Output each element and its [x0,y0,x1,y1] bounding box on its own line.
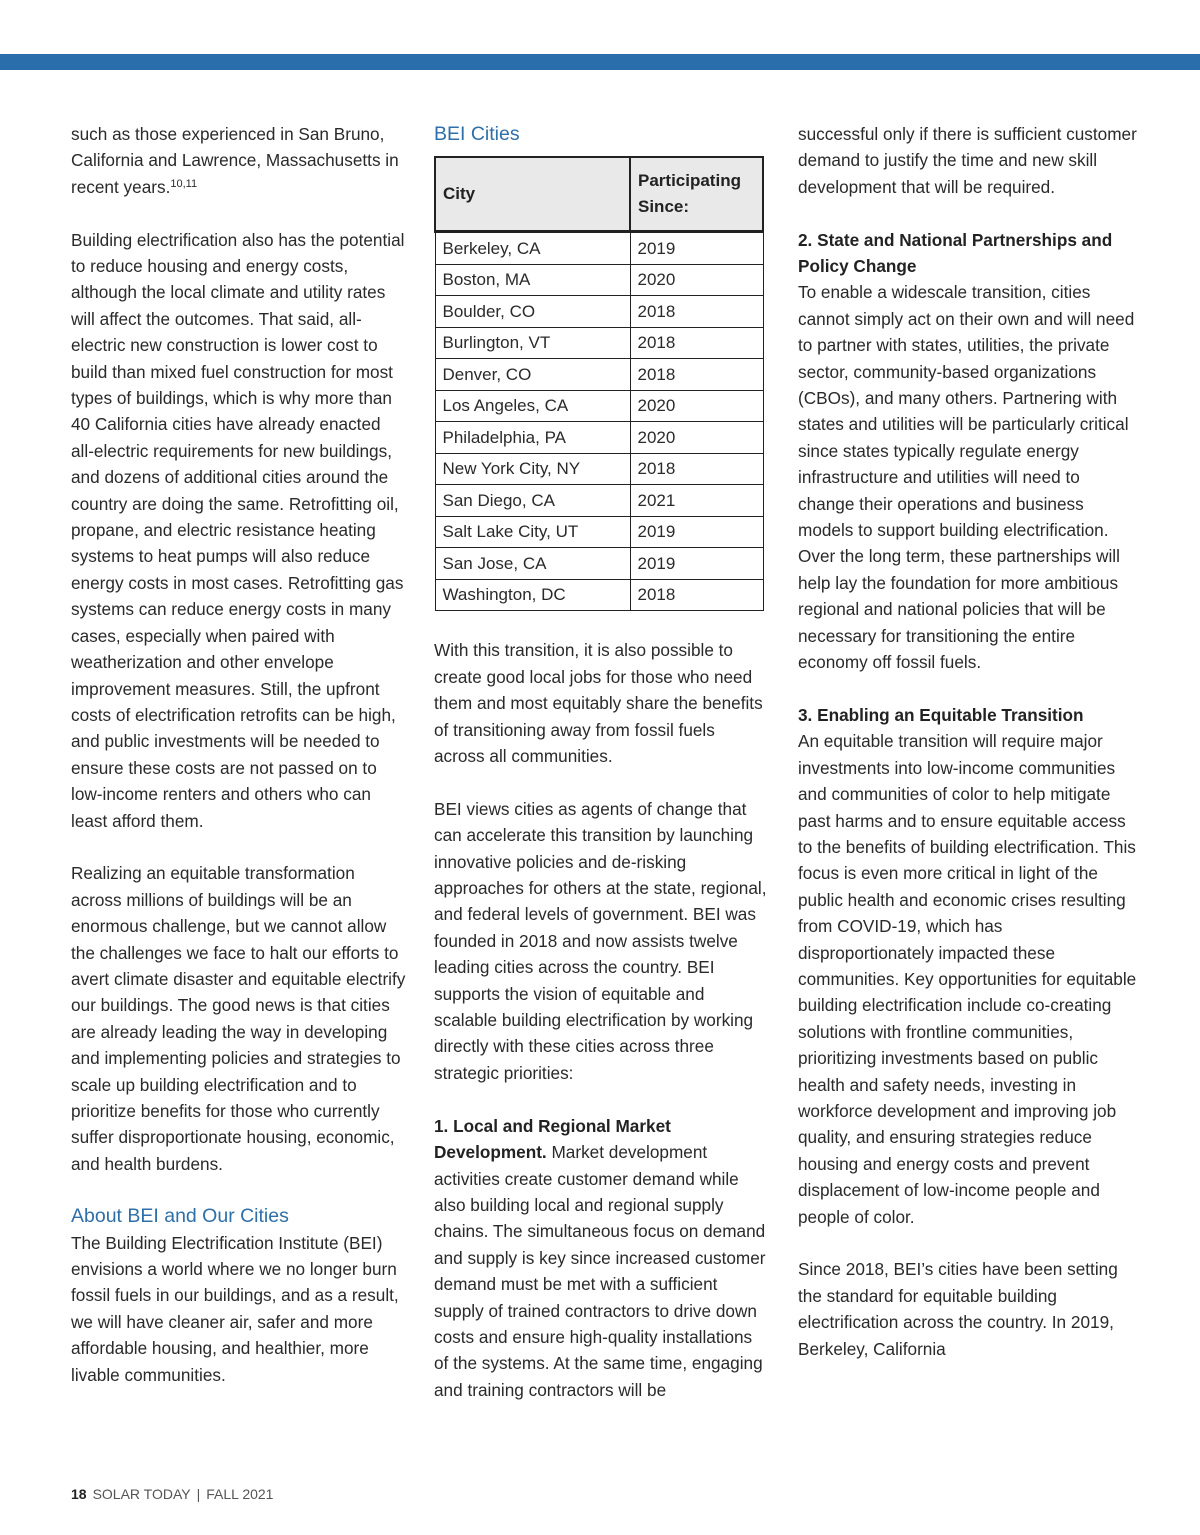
year-cell: 2020 [630,390,763,422]
year-cell: 2021 [630,485,763,517]
paragraph [434,1113,769,1403]
city-cell: San Jose, CA [435,548,630,580]
city-cell: Berkeley, CA [435,232,630,265]
right-column [798,121,1138,1362]
footnote-reference: 10,11 [170,177,198,190]
year-cell: 2020 [630,422,763,454]
city-cell: Salt Lake City, UT [435,516,630,548]
year-cell: 2019 [630,548,763,580]
paragraph: With this transition, it is also possible to create good local jobs for those who need them and most equitably share the benefits of transitioning away from fossil fuels across all communities. [434,640,763,767]
header-accent-band [0,54,1200,70]
paragraph: An equitable transition will require major investments into low-income communities and communities of color to help mitigate past harms and to ensure equitable access to the benefits of building electrification. This focus is even more critical in light of the public health and economic crises resulting from COVID-19, which has disproportionately impacted these communities. Key opportunities for equitable building electrification include co-creating solutions with frontline communities, prioritizing investments based on public health and safety needs, investing in workforce development and improving job quality, and ensuring strategies reduce housing and energy costs and prevent displacement of low-income people and people of color. [798,731,1137,1227]
table-row [435,296,763,328]
paragraph: Realizing an equitable transformation across millions of buildings will be an enormous challenge, but we cannot allow the challenges we face to halt our efforts to avert climate disaster and equitable electrify our buildings. The good news is that cities are already leading the way in developing and implementing policies and strategies to scale up building electrification and to prioritize benefits for those who currently suffer disproportionate housing, economic, and health burdens. [71,863,406,1174]
footer-separator: | [196,1486,201,1502]
table-row [435,359,763,391]
table-row [435,264,763,296]
year-cell: 2018 [630,453,763,485]
page-footer [71,1484,273,1504]
year-cell: 2018 [630,296,763,328]
city-cell: San Diego, CA [435,485,630,517]
city-cell: Boulder, CO [435,296,630,328]
table-row [435,422,763,454]
city-cell: Los Angeles, CA [435,390,630,422]
issue-label: FALL 2021 [206,1486,274,1502]
table-row [435,453,763,485]
table-row [435,516,763,548]
year-cell: 2019 [630,232,763,265]
column-header-participating-since: Participating Since: [630,157,763,232]
table-title: BEI Cities [434,123,520,145]
left-column [71,121,406,1388]
priority-heading: 2. State and National Partnerships and Policy Change [798,229,1113,277]
paragraph: Since 2018, BEI’s cities have been setting the standard for equitable building electrification across the country. In 2019, Berkeley, California [798,1259,1118,1359]
paragraph: To enable a widescale transition, cities cannot simply act on their own and will need to partner with states, utilities, the private sector, community-based organizations (CBOs), and many others. Partnering with states and utilities will be particularly critical since states typically regulate energy infrastructure and utilities will need to change their operations and business models to support building electrification. Over the long term, these partnerships will help lay the foundation for more ambitious regional and national policies that will be necessary for transitioning the entire economy off fossil fuels. [798,282,1135,673]
paragraph: Building electrification also has the potential to reduce housing and energy costs, although the local climate and utility rates will affect the outcomes. That said, all-electric new construction is lower cost to build than mixed fuel construction for most types of buildings, which is why more than 40 California cities have already enacted all-electric requirements for new buildings, and dozens of additional cities around the country are doing the same. Retrofitting oil, propane, and electric resistance heating systems to heat pumps will also reduce energy costs in most cases. Retrofitting gas systems can reduce energy costs in many cases, especially when paired with weatherization and other envelope improvement measures. Still, the upfront costs of electrification retrofits can be high, and public investments will be needed to ensure these costs are not passed on to low-income renters and others who can least afford them. [71,229,405,831]
table-row [435,390,763,422]
city-cell: Philadelphia, PA [435,422,630,454]
city-cell: Washington, DC [435,579,630,611]
section-heading-about: About BEI and Our Cities [71,1205,289,1228]
table-row [435,579,763,611]
table-row [435,485,763,517]
table-header-row [435,157,763,232]
publication-name: SOLAR TODAY [92,1486,191,1502]
bei-cities-table [434,156,764,611]
paragraph-text: Market development activities create customer demand while also building local and regional supply chains. The simultaneous focus on demand and supply is key since increased customer demand must be met with a sufficient supply of trained contractors to drive down costs and ensure high-quality installations of the systems. At the same time, engaging and training contractors will be [434,1142,766,1400]
table-row [435,327,763,359]
year-cell: 2020 [630,264,763,296]
paragraph-text: such as those experienced in San Bruno, California and Lawrence, Massachusetts in recent years. [71,124,399,197]
middle-column [434,121,769,1403]
priority-heading: 3. Enabling an Equitable Transition [798,704,1084,725]
year-cell: 2018 [630,359,763,391]
paragraph [71,121,406,200]
table-row [435,232,763,265]
paragraph: The Building Electrification Institute (BEI) envisions a world where we no longer burn fossil fuels in our buildings, and as a result, we will have cleaner air, safer and more affordable housing, and healthier, more livable communities. [71,1232,399,1385]
city-cell: Boston, MA [435,264,630,296]
page-number: 18 [71,1486,87,1502]
year-cell: 2018 [630,579,763,611]
city-cell: New York City, NY [435,453,630,485]
city-cell: Burlington, VT [435,327,630,359]
table-row [435,548,763,580]
paragraph: BEI views cities as agents of change that can accelerate this transition by launching innovative policies and de-risking approaches for others at the state, regional, and federal levels of government. BEI was founded in 2018 and now assists twelve leading cities across the country. BEI supports the vision of equitable and scalable building electrification by working directly with these cities across three strategic priorities: [434,798,767,1083]
year-cell: 2018 [630,327,763,359]
city-cell: Denver, CO [435,359,630,391]
column-header-city: City [435,157,630,232]
year-cell: 2019 [630,516,763,548]
priority-heading: 1. Local and Regional Market Development. [434,1115,671,1163]
paragraph: successful only if there is sufficient customer demand to justify the time and new skill development that will be required. [798,124,1137,197]
